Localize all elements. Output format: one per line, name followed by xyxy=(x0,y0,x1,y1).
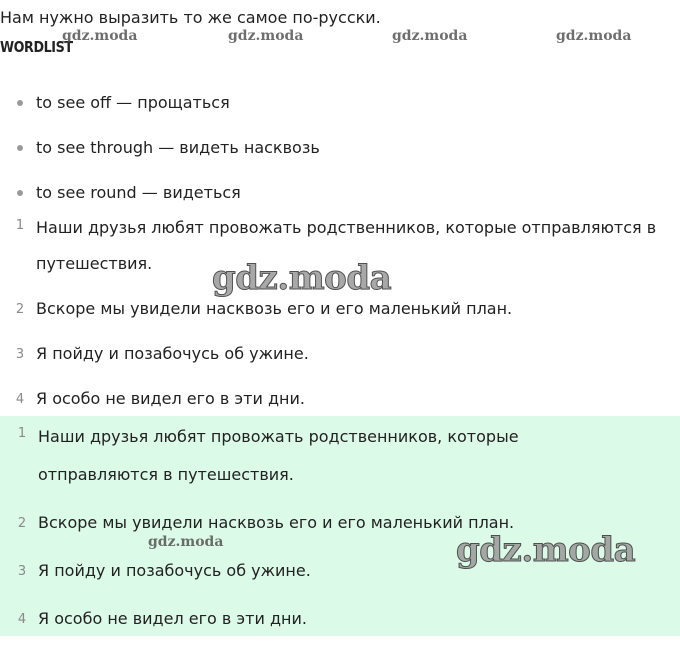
sentence-text: Вскоре мы увидели насквозь его и его маленький план. xyxy=(36,299,513,318)
intro-text: Нам нужно выразить то же самое по-русски. xyxy=(0,8,381,27)
wordlist-item xyxy=(0,126,680,170)
answer-number: 2 xyxy=(17,515,27,531)
wordlist-item xyxy=(0,171,680,215)
answer-number: 4 xyxy=(17,611,27,627)
watermark: gdz.moda xyxy=(228,28,304,44)
answer-text: Наши друзья любят провожать родственников, которые отправляются в путешествия. xyxy=(38,427,519,484)
wordlist-heading: WORDLIST xyxy=(0,38,73,56)
sentence-text: Наши друзья любят провожать родственников, которые отправляются в путешествия. xyxy=(36,218,657,273)
answer-text: Вскоре мы увидели насквозь его и его маленький план. xyxy=(38,513,515,532)
answers-block xyxy=(0,416,680,636)
watermark: gdz.moda xyxy=(392,28,468,44)
sentence-item xyxy=(0,332,680,376)
sentence-item xyxy=(0,377,680,421)
answer-number: 1 xyxy=(17,426,27,441)
sentence-number: 1 xyxy=(15,218,25,233)
answer-item xyxy=(0,418,680,490)
answer-item xyxy=(0,597,680,641)
sentence-text: Я пойду и позабочусь об ужине. xyxy=(36,344,309,363)
watermark: gdz.moda xyxy=(556,28,632,44)
wordlist-item-text: to see round — видеться xyxy=(36,183,241,202)
answer-text: Я пойду и позабочусь об ужине. xyxy=(38,561,311,580)
sentence-number: 4 xyxy=(15,391,25,407)
answer-text: Я особо не видел его в эти дни. xyxy=(38,609,307,628)
watermark-large: gdz.moda xyxy=(212,258,392,298)
bullet-icon xyxy=(17,100,23,106)
watermark: gdz.moda xyxy=(62,28,138,44)
wordlist-item xyxy=(0,81,680,125)
sentence-number: 3 xyxy=(15,346,25,362)
bullet-icon xyxy=(17,190,23,196)
sentence-number: 2 xyxy=(15,301,25,317)
wordlist-item-text: to see through — видеть насквозь xyxy=(36,138,320,157)
bullet-icon xyxy=(17,145,23,151)
watermark: gdz.moda xyxy=(148,534,224,550)
sentence-text: Я особо не видел его в эти дни. xyxy=(36,389,305,408)
wordlist-item-text: to see off — прощаться xyxy=(36,93,230,112)
watermark-large: gdz.moda xyxy=(456,530,636,570)
answer-number: 3 xyxy=(17,563,27,579)
